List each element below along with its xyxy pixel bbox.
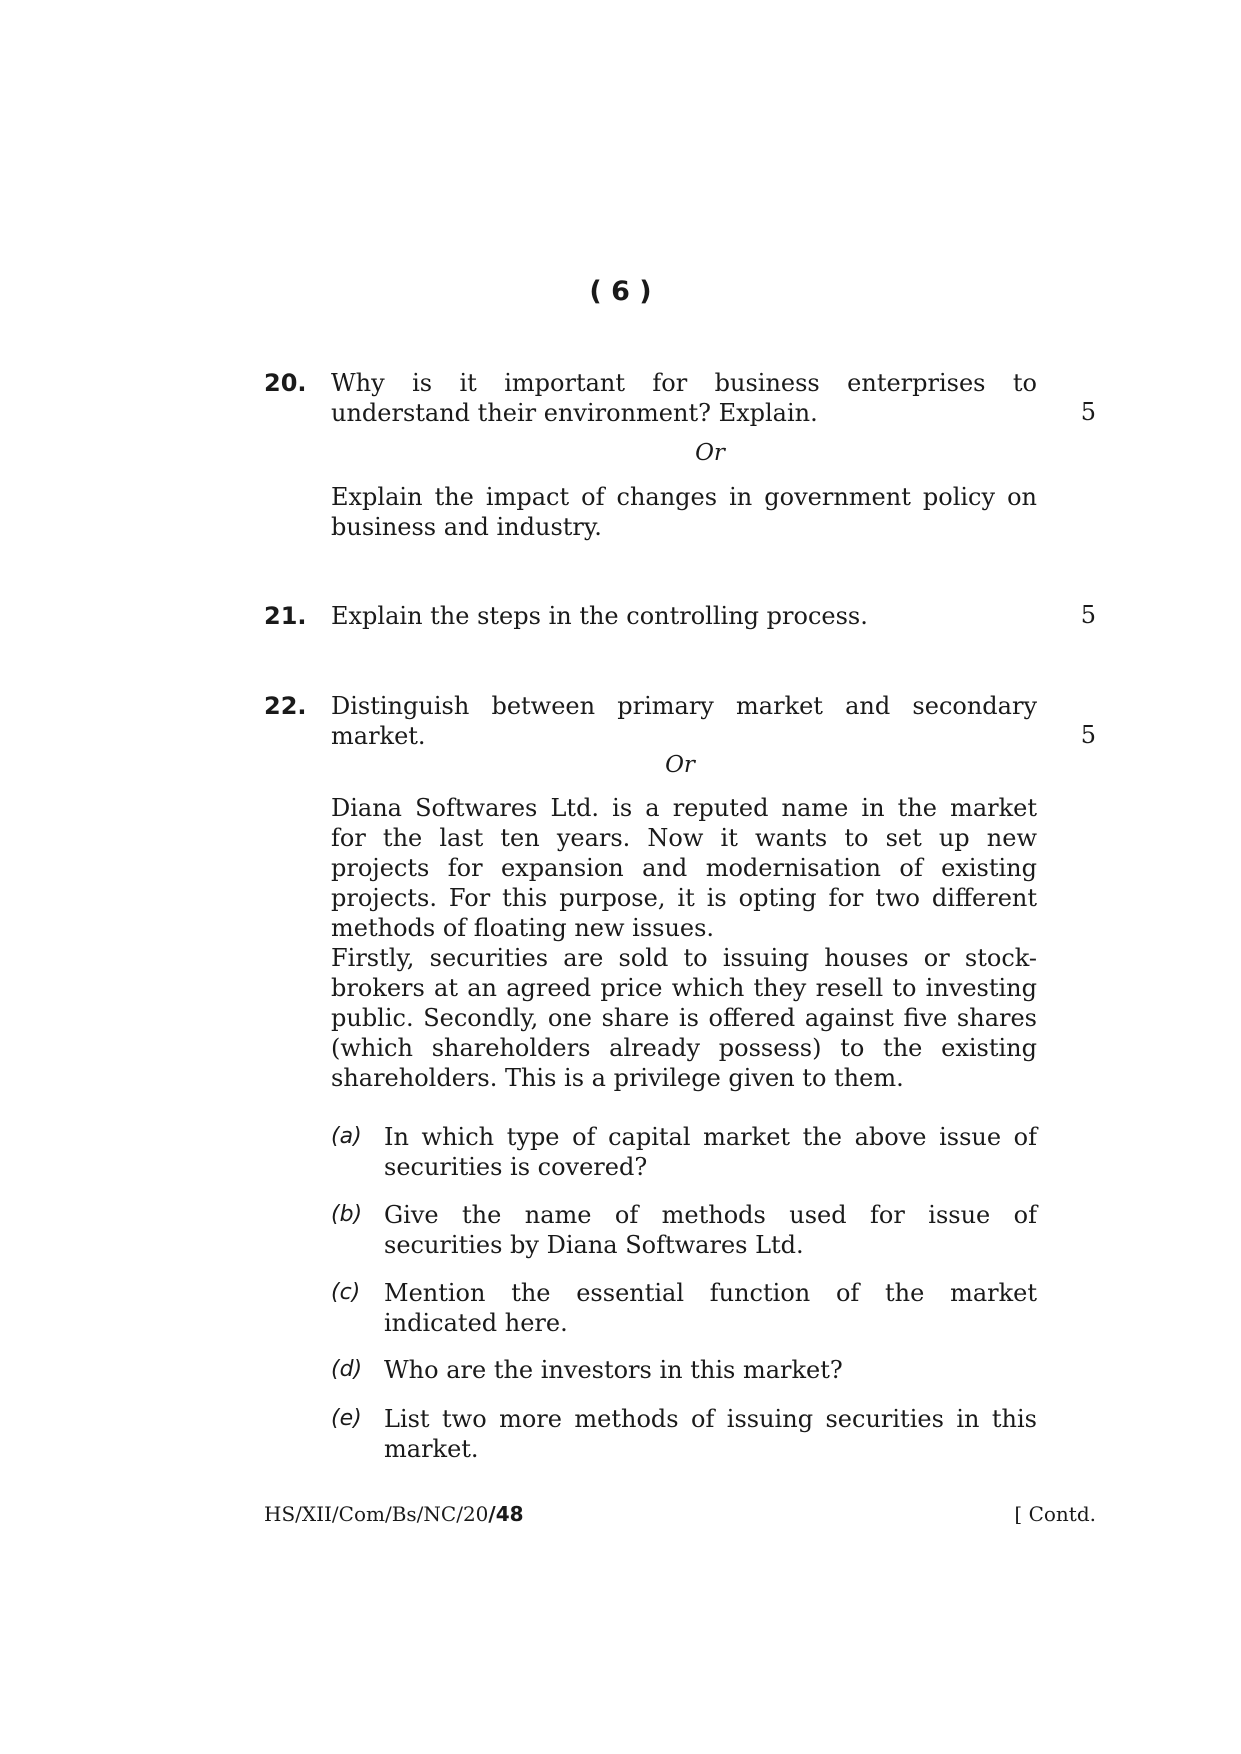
or-separator: Or (695, 440, 725, 466)
text-line: market. (331, 722, 426, 750)
text-line: Give the name of methods used for issue of (384, 1201, 1037, 1229)
text-line: brokers at an agreed price which they resell to investing (331, 974, 1037, 1002)
text-line: Distinguish between primary market and secondary (331, 692, 1037, 720)
sub-question-text (384, 1404, 1037, 1464)
sub-question-label: (a) (331, 1124, 362, 1149)
marks: 5 (1080, 601, 1096, 629)
paper-code-prefix: HS/XII/Com/Bs/NC/20 (264, 1502, 489, 1526)
alternative-question-text (331, 482, 1037, 542)
text-line: Firstly, securities are sold to issuing houses or stock- (331, 944, 1037, 972)
sub-question-label: (c) (331, 1280, 361, 1305)
text-line: for the last ten years. Now it wants to set up new (331, 824, 1037, 852)
question-number: 20. (264, 369, 307, 397)
text-line: shareholders. This is a privilege given to them. (331, 1064, 904, 1092)
sub-question-text (384, 1122, 1037, 1182)
text-line: Who are the investors in this market? (384, 1356, 843, 1384)
paper-code (264, 1502, 524, 1526)
sub-question-label: (d) (331, 1357, 363, 1382)
sub-question-text (384, 1278, 1037, 1338)
text-line: Mention the essential function of the market (384, 1279, 1037, 1307)
question-number: 21. (264, 602, 307, 630)
sub-question-label: (e) (331, 1406, 362, 1431)
marks: 5 (1080, 398, 1096, 426)
text-line: securities is covered? (384, 1153, 648, 1181)
text-line: (which shareholders already possess) to the existing (331, 1034, 1037, 1062)
text-line: understand their environment? Explain. (331, 399, 818, 427)
question-text (331, 601, 1037, 631)
sub-question-label: (b) (331, 1202, 363, 1227)
question-number: 22. (264, 692, 307, 720)
text-line: Why is it important for business enterprises to (331, 369, 1037, 397)
marks: 5 (1080, 721, 1096, 749)
sub-question-text (384, 1355, 1037, 1385)
text-line: methods of floating new issues. (331, 914, 715, 942)
text-line: indicated here. (384, 1309, 568, 1337)
text-line: projects for expansion and modernisation of existing (331, 854, 1037, 882)
text-line: business and industry. (331, 513, 602, 541)
text-line: Explain the impact of changes in government policy on (331, 483, 1037, 511)
text-line: Diana Softwares Ltd. is a reputed name in the market (331, 794, 1037, 822)
text-line: Explain the steps in the controlling process. (331, 602, 868, 630)
text-line: projects. For this purpose, it is opting for two different (331, 884, 1037, 912)
or-separator: Or (665, 752, 695, 778)
text-line: securities by Diana Softwares Ltd. (384, 1231, 804, 1259)
paper-code-suffix: /48 (488, 1502, 524, 1526)
sub-question-text (384, 1200, 1037, 1260)
text-line: public. Secondly, one share is offered against five shares (331, 1004, 1037, 1032)
text-line: market. (384, 1435, 479, 1463)
question-text (331, 368, 1037, 428)
text-line: List two more methods of issuing securities in this (384, 1405, 1037, 1433)
page-number: ( 6 ) (589, 276, 652, 307)
case-study-text (331, 793, 1037, 1093)
question-text (331, 691, 1037, 751)
text-line: In which type of capital market the above issue of (384, 1123, 1037, 1151)
continued-label: [ Contd. (1014, 1502, 1096, 1526)
